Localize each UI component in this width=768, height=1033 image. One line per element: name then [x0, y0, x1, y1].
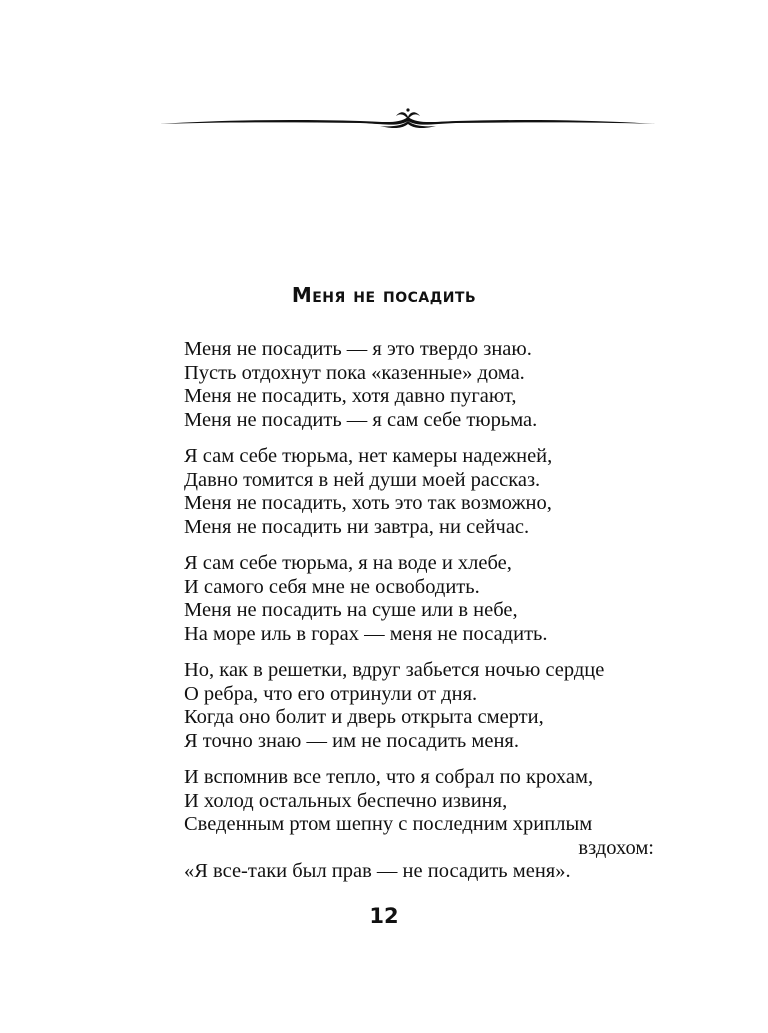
poem-line: Сведенным ртом шепну с последним хриплым	[184, 813, 593, 835]
stanza	[184, 659, 654, 753]
poem-line: Меня не посадить на суше или в небе,	[184, 599, 518, 621]
poem-line: Меня не посадить, хотя давно пугают,	[184, 385, 517, 407]
poem-line: И самого себя мне не освободить.	[184, 575, 480, 598]
poem-line: Я точно знаю — им не посадить меня.	[184, 729, 519, 752]
poem-line: На море иль в горах — меня не посадить.	[184, 622, 548, 645]
stanza	[184, 445, 654, 539]
poem-line: Когда оно болит и дверь открыта смерти,	[184, 706, 544, 728]
poem-line: И холод остальных беспечно извиня,	[184, 789, 508, 812]
poem-line: Меня не посадить — я сам себе тюрьма.	[184, 408, 538, 431]
poem-line: Меня не посадить — я это твердо знаю.	[184, 338, 532, 360]
poem-line: «Я все-таки был прав — не посадить меня».	[184, 860, 571, 882]
poem-body	[184, 338, 654, 897]
page-number: 12	[369, 904, 399, 928]
stanza	[184, 552, 654, 646]
poem-line-continuation: вздохом:	[578, 836, 654, 859]
poem-line: Меня не посадить, хоть это так возможно,	[184, 492, 552, 514]
poem-line: Пусть отдохнут пока «казенные» дома.	[184, 361, 525, 384]
stanza	[184, 338, 654, 432]
poem-line: И вспомнив все тепло, что я собрал по крохам,	[184, 766, 594, 788]
poem-line: Я сам себе тюрьма, я на воде и хлебе,	[184, 552, 512, 574]
poem-line: Но, как в решетки, вдруг забьется ночью сердце	[184, 659, 605, 681]
poem-line: Давно томится в ней души моей рассказ.	[184, 468, 541, 491]
decorative-divider-icon	[160, 100, 656, 140]
poem-title: Меня не посадить	[291, 283, 477, 307]
stanza	[184, 766, 654, 884]
poem-line: О ребра, что его отринули от дня.	[184, 682, 478, 705]
poem-line: Меня не посадить ни завтра, ни сейчас.	[184, 515, 530, 538]
poem-line: Я сам себе тюрьма, нет камеры надежней,	[184, 445, 553, 467]
